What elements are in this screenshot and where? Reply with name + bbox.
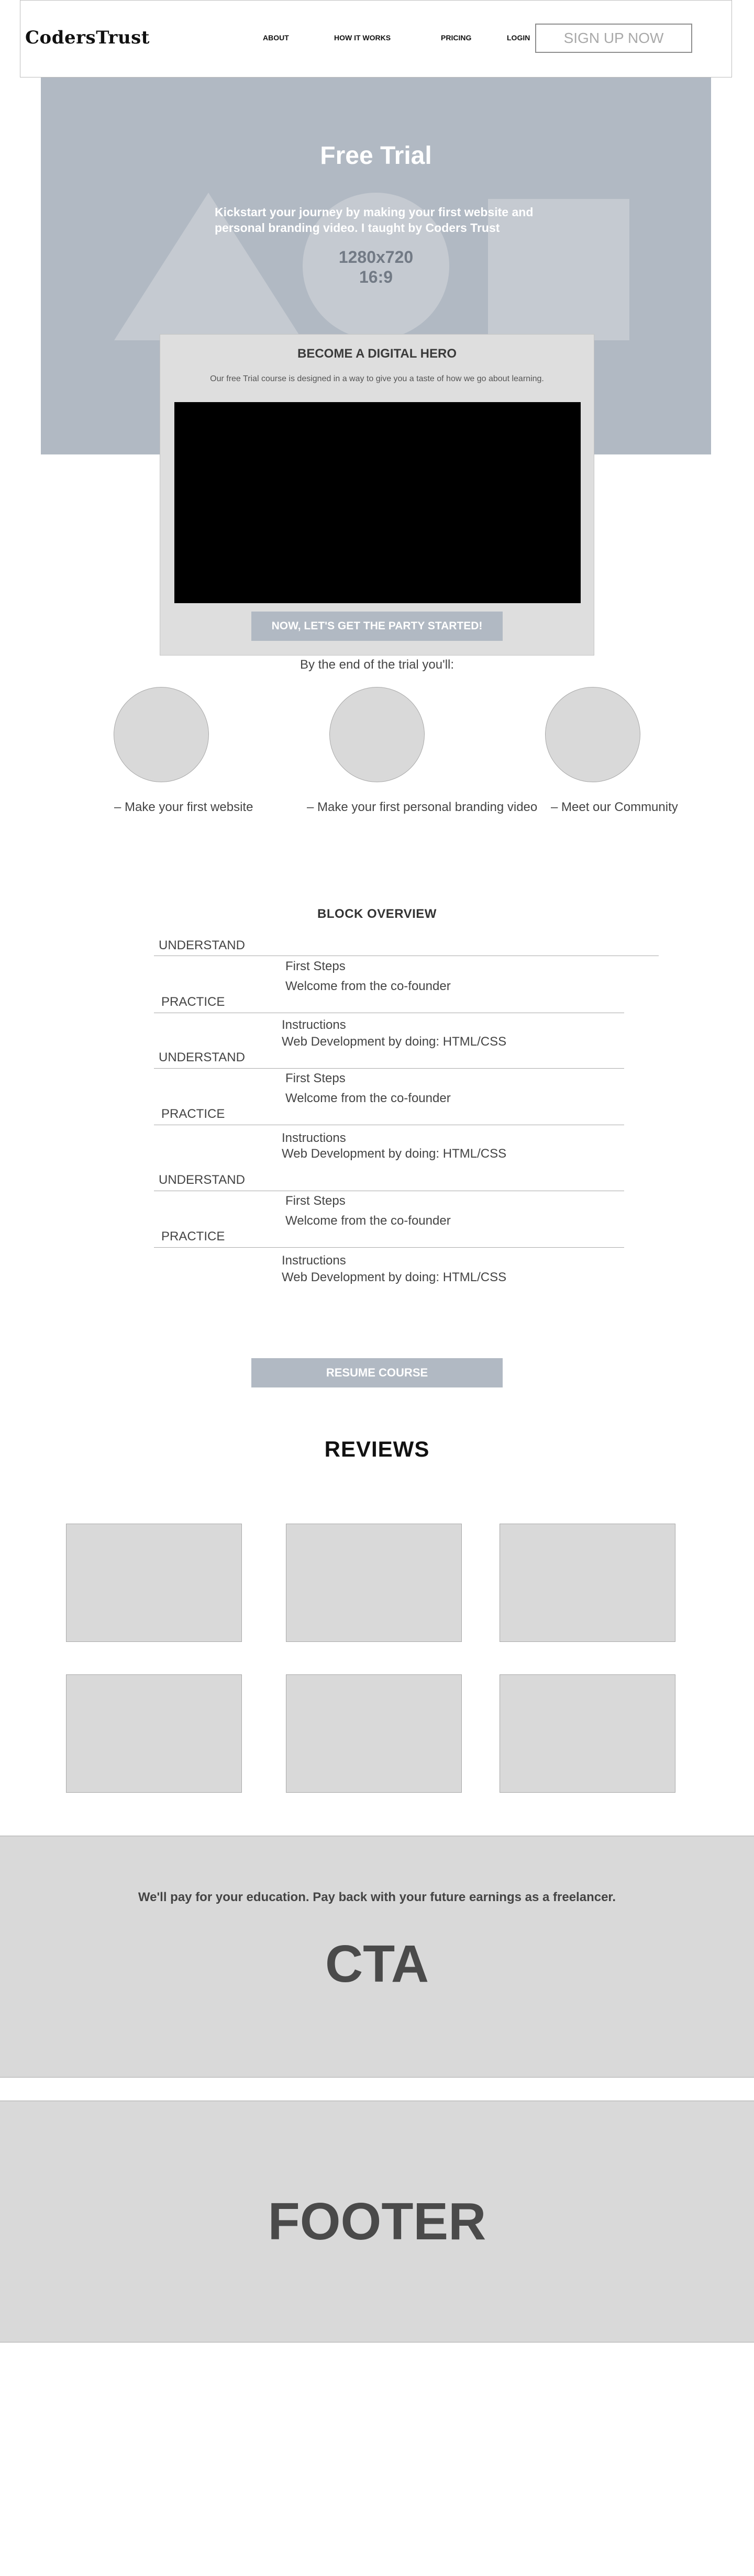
lesson-web-dev[interactable]: Web Development by doing: HTML/CSS [282,1147,507,1161]
hero-subtitle: Kickstart your journey by making your first website and personal branding video. I taught by Coders Trust [215,205,534,235]
section-practice: PRACTICE [161,1107,225,1121]
digital-hero-title: BECOME A DIGITAL HERO [297,347,457,361]
footer-label: FOOTER [268,2192,486,2251]
review-card[interactable] [500,1524,675,1642]
nav-pricing[interactable]: PRICING [441,34,472,42]
block-overview-title: BLOCK OVERVIEW [317,907,437,921]
cta-label[interactable]: CTA [325,1935,429,1993]
nav-how-it-works[interactable]: HOW IT WORKS [334,34,391,42]
lesson-web-dev[interactable]: Web Development by doing: HTML/CSS [282,1035,507,1049]
feature-image-placeholder [545,687,640,782]
section-understand: UNDERSTAND [159,1050,245,1064]
video-player[interactable] [174,402,581,603]
lesson-welcome[interactable]: Welcome from the co-founder [285,1091,451,1105]
lesson-first-steps[interactable]: First Steps [285,1194,346,1208]
cta-text: We'll pay for your education. Pay back with your future earnings as a freelancer. [138,1890,616,1904]
section-understand: UNDERSTAND [159,938,245,952]
lesson-first-steps[interactable]: First Steps [285,959,346,973]
digital-hero-description: Our free Trial course is designed in a way to give you a taste of how we go about learning. [210,374,544,383]
lesson-instructions[interactable]: Instructions [282,1253,346,1268]
sign-up-button[interactable]: SIGN UP NOW [535,24,692,53]
feature-label: – Meet our Community [551,800,678,814]
feature-image-placeholder [114,687,209,782]
nav-about[interactable]: ABOUT [263,34,289,42]
section-practice: PRACTICE [161,995,225,1009]
hero-dimension-size: 1280x720 [338,248,414,267]
section-practice: PRACTICE [161,1229,225,1243]
lesson-web-dev[interactable]: Web Development by doing: HTML/CSS [282,1270,507,1284]
resume-course-button[interactable]: RESUME COURSE [251,1358,503,1387]
divider [154,1247,624,1248]
divider [154,1068,624,1069]
feature-image-placeholder [329,687,425,782]
review-card[interactable] [286,1674,462,1793]
nav-login[interactable]: LOGIN [507,34,530,42]
review-card[interactable] [66,1674,242,1793]
lesson-instructions[interactable]: Instructions [282,1018,346,1032]
review-card[interactable] [286,1524,462,1642]
review-card[interactable] [500,1674,675,1793]
hero-dimension-ratio: 16:9 [359,268,393,286]
start-party-button[interactable]: NOW, LET'S GET THE PARTY STARTED! [251,612,503,641]
review-card[interactable] [66,1524,242,1642]
hero-title: Free Trial [320,142,432,170]
section-understand: UNDERSTAND [159,1173,245,1187]
lesson-welcome[interactable]: Welcome from the co-founder [285,1214,451,1228]
lesson-first-steps[interactable]: First Steps [285,1071,346,1085]
feature-label: – Make your first personal branding video [307,800,538,814]
hero-image-dimension [41,247,711,287]
lesson-instructions[interactable]: Instructions [282,1131,346,1145]
lesson-welcome[interactable]: Welcome from the co-founder [285,979,451,993]
trial-intro: By the end of the trial you'll: [300,658,454,672]
reviews-title: REVIEWS [324,1437,430,1461]
logo[interactable]: CodersTrust [25,27,150,48]
feature-label: – Make your first website [114,800,253,814]
